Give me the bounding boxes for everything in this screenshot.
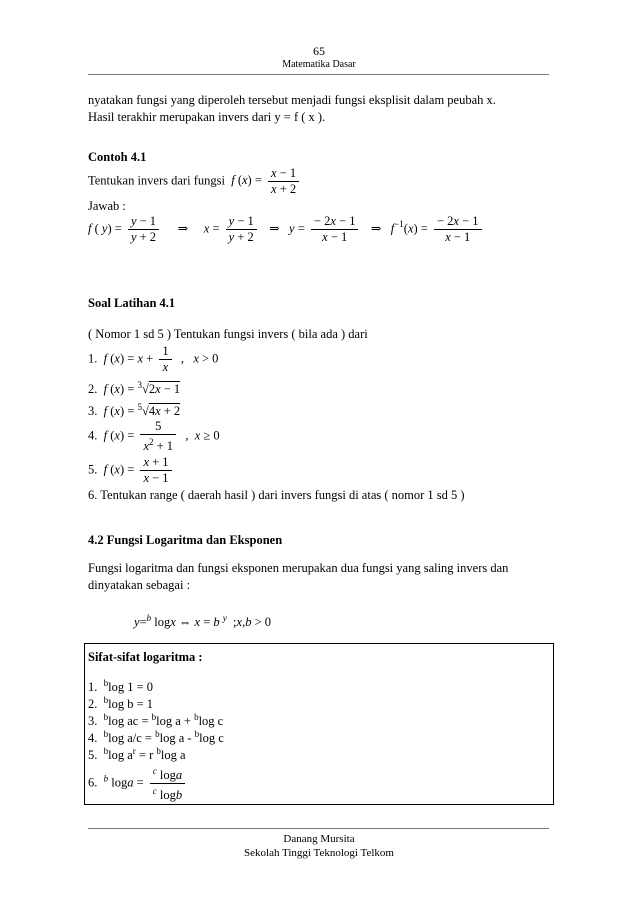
section-line-1: Fungsi logaritma dan fungsi eksponen merupakan dua fungsi yang saling invers dan (88, 561, 509, 575)
footer-author: Danang Mursita (283, 833, 355, 845)
example-answer-label: Jawab : (88, 199, 126, 213)
example-solution: f ( y) = $\frac{y - 1}{y + 2}$ ⇒ x = $\frac{y - 1}{y + 2}$ ⇒ y = $\frac{- 2x - 1}{x - 1}$ ⇒ $f^{-1}(x)$ = $\frac{- 2x - 1}{x - 1}$ (88, 214, 485, 245)
log-property-1: 1. $^b$log 1 = 0 (88, 678, 154, 695)
example-function: f (x) = $\frac{x - 1}{x + 2}$ (228, 173, 302, 187)
exercise-instruction: ( Nomor 1 sd 5 ) Tentukan fungsi invers ( bila ada ) dari (88, 327, 368, 341)
exercise-item-5: 5. f (x) = $\frac{x + 1}{x - 1}$ (88, 455, 175, 486)
page-number: 65 (313, 44, 325, 58)
section-line-2: dinyatakan sebagai : (88, 578, 191, 592)
exercise-item-1: 1. f (x) = x + $\frac{1}{x}$ , x > 0 (88, 344, 219, 374)
exercise-item-2: 2. f (x) = $^3$√2x − 1 (88, 380, 181, 397)
box-title: Sifat-sifat logaritma : (88, 650, 203, 664)
footer-institution: Sekolah Tinggi Teknologi Telkom (244, 847, 394, 859)
section-paragraph (88, 560, 548, 594)
intro-line-1: nyatakan fungsi yang diperoleh tersebut menjadi fungsi eksplisit dalam peubah x. (88, 93, 496, 107)
log-exp-definition: y=$^b$ logx ⇔ x = b $^y$ ;x,b > 0 (134, 613, 272, 630)
intro-paragraph (88, 92, 548, 126)
example-prompt-line (88, 166, 302, 197)
header-rule (88, 74, 549, 75)
log-property-5: 5. $^b$log $a^r = r$ $^b$log a (88, 746, 186, 763)
page-header-subtitle: Matematika Dasar (282, 59, 356, 70)
log-property-6: 6. $^b$ loga = $\frac{^c \log a}{^c \log b}$ (88, 764, 188, 803)
exercise-item-6: 6. Tentukan range ( daerah hasil ) dari invers fungsi di atas ( nomor 1 sd 5 ) (88, 488, 465, 502)
footer-rule (88, 828, 549, 829)
example-title: Contoh 4.1 (88, 150, 147, 164)
exercise-item-4: 4. f (x) = $\frac{5}{x^2 + 1}$ , x ≥ 0 (88, 419, 220, 454)
intro-line-2: Hasil terakhir merupakan invers dari y = f ( x ). (88, 110, 326, 124)
log-property-2: 2. $^b$log b = 1 (88, 695, 154, 712)
example-prompt: Tentukan invers dari fungsi (88, 173, 225, 188)
log-property-4: 4. $^b$log a/c = $^b$log a - $^b$log c (88, 729, 224, 746)
exercise-title: Soal Latihan 4.1 (88, 296, 176, 310)
exercise-item-3: 3. f (x) = $^5$√4x + 2 (88, 402, 181, 419)
log-property-3: 3. $^b$log ac = $^b$log a + $^b$log c (88, 712, 224, 729)
section-title: 4.2 Fungsi Logaritma dan Eksponen (88, 533, 283, 547)
